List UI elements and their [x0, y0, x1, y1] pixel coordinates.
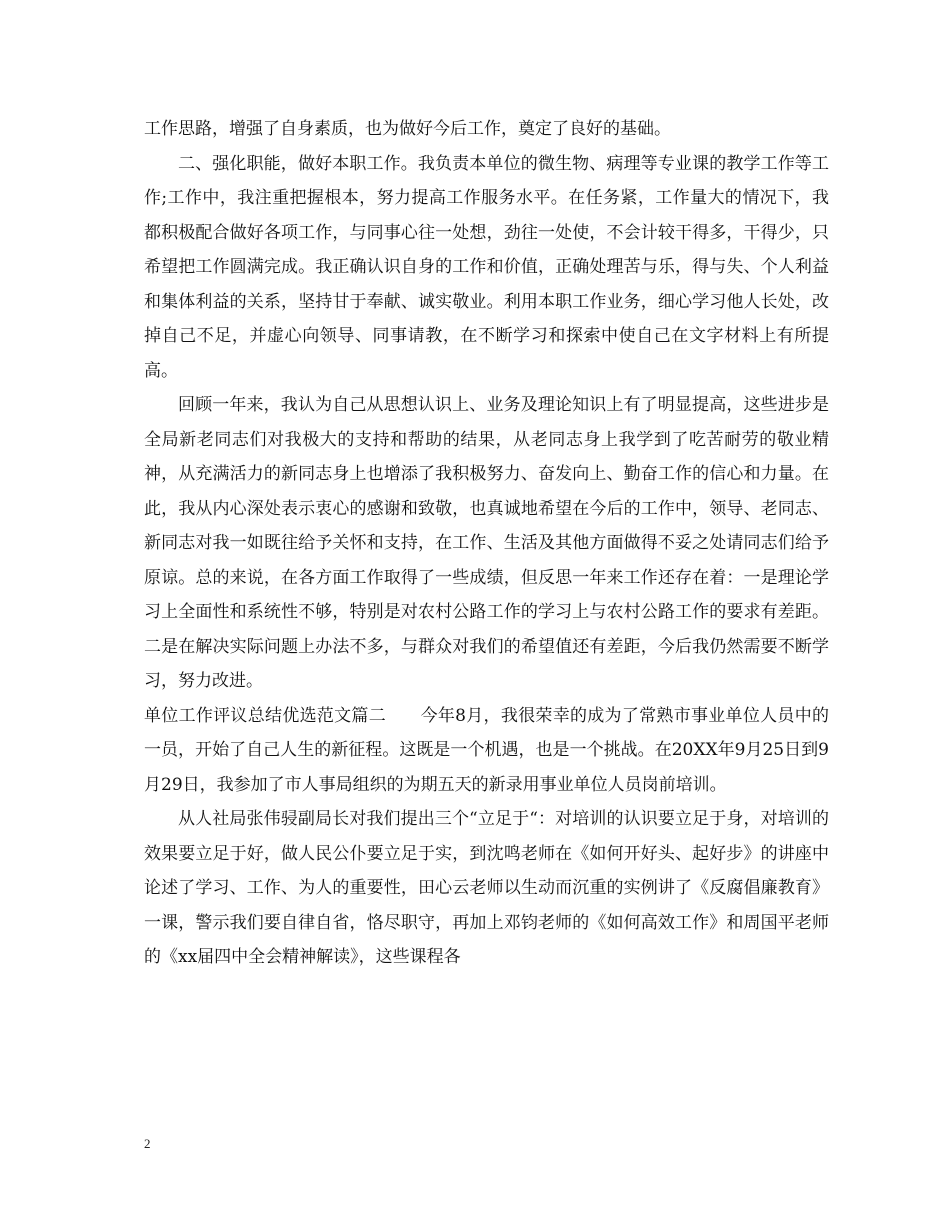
paragraph-section-two: 单位工作评议总结优选范文篇二 今年8月，我很荣幸的成为了常熟市事业单位人员中的一员，开始了自己人生的新征程。这既是一个机遇，也是一个挑战。在20XX年9月25日到9月29日，我参加了市人事局组织的为期五天的新录用事业单位人员岗前培训。: [144, 705, 829, 795]
paragraph-review: 回顾一年来，我认为自己从思想认识上、业务及理论知识上有了明显提高，这些进步是全局新老同志们对我极大的支持和帮助的结果，从老同志身上我学到了吃苦耐劳的敬业精神，从充满活力的新同志身上也增添了我积极努力、奋发向上、勤奋工作的信心和力量。在此，我从内心深处表示衷心的感谢和致敬，也真诚地希望在今后的工作中，领导、老同志、新同志对我一如既往给予关怀和支持，在工作、生活及其他方面做得不妥之处请同志们给予原谅。总的来说，在各方面工作取得了一些成绩，但反思一年来工作还存在着：一是理论学习上全面性和系统性不够，特别是对农村公路工作的学习上与农村公路工作的要求有差距。二是在解决实际问题上办法不多，与群众对我们的希望值还有差距，今后我仍然需要不断学习，努力改进。: [144, 395, 829, 691]
paragraph-training: 从人社局张伟骎副局长对我们提出三个“立足于“：对培训的认识要立足于身，对培训的效果要立足于好，做人民公仆要立足于实，到沈鸣老师在《如何开好头、起好步》的讲座中论述了学习、工作、为人的重要性，田心云老师以生动而沉重的实例讲了《反腐倡廉教育》一课，警示我们要自律自省，恪尽职守，再加上邓钧老师的《如何高效工作》和周国平老师的《xx届四中全会精神解读》，这些课程各: [144, 809, 829, 967]
paragraph-continuation: 工作思路，增强了自身素质，也为做好今后工作，奠定了良好的基础。: [144, 119, 671, 139]
paragraph-duties: 二、强化职能，做好本职工作。我负责本单位的微生物、病理等专业课的教学工作等工作;工作中，我注重把握根本，努力提高工作服务水平。在任务紧，工作量大的情况下，我都积极配合做好各项工作，与同事心往一处想，劲往一处使，不会计较干得多，干得少，只希望把工作圆满完成。我正确认识自身的工作和价值，正确处理苦与乐，得与失、个人利益和集体利益的关系，坚持甘于奉献、诚实敬业。利用本职工作业务，细心学习他人长处，改掉自己不足，并虚心向领导、同事请教，在不断学习和探索中使自己在文字材料上有所提高。: [144, 153, 829, 381]
page-number: 2: [144, 1136, 151, 1151]
document-body: [144, 112, 829, 975]
